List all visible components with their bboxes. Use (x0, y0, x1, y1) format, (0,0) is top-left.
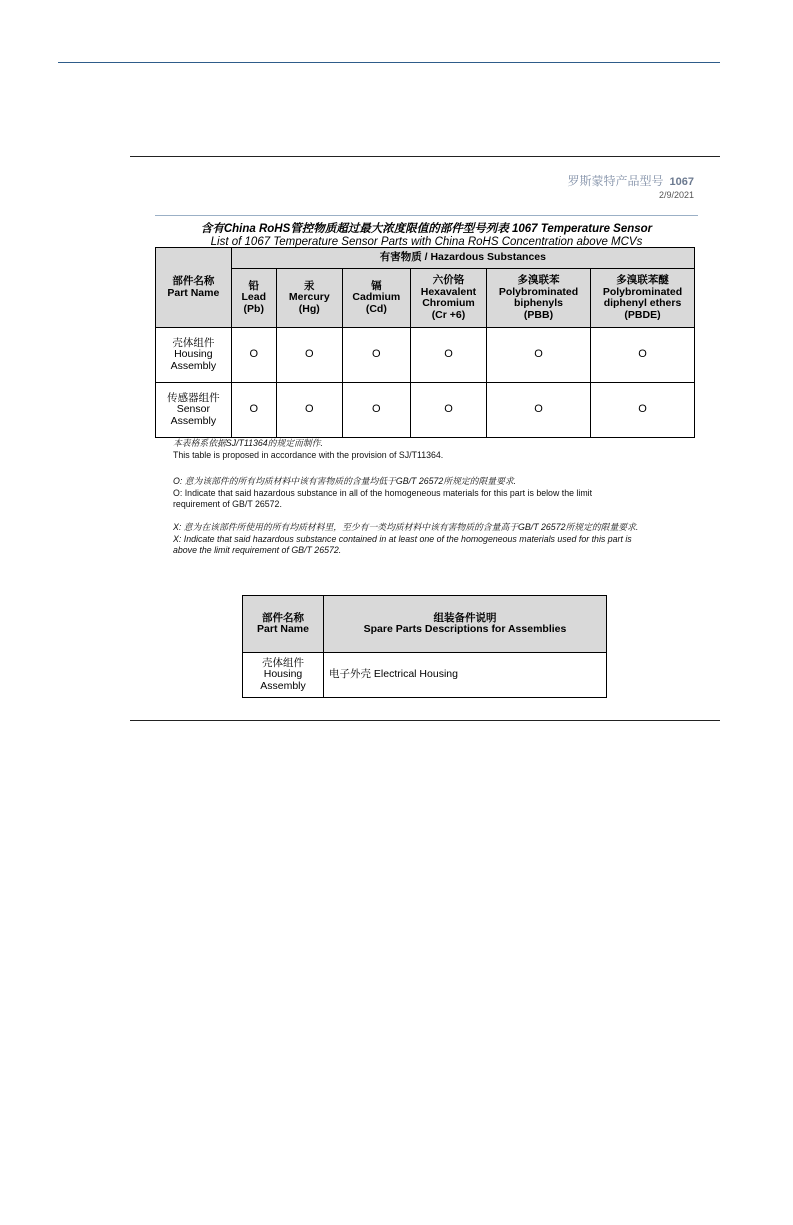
revision-date: 2/9/2021 (658, 190, 694, 200)
value-cell: O (342, 328, 410, 383)
hazardous-substances-header: 有害物质 / Hazardous Substances (231, 248, 694, 269)
substance-header-pbde: 多溴联苯醚 Polybrominated diphenyl ethers (PBDE) (590, 269, 694, 328)
value-cell: O (231, 328, 276, 383)
frame-top-rule (130, 156, 720, 157)
header-divider (155, 215, 698, 216)
table-title-cn: 含有China RoHS管控物质超过最大浓度限值的部件型号列表 1067 Temperature Sensor (200, 223, 653, 235)
value-cell: O (590, 328, 694, 383)
value-cell: O (410, 383, 486, 438)
substance-header-lead: 铅 Lead (Pb) (231, 269, 276, 328)
substance-header-mercury: 汞 Mercury (Hg) (276, 269, 342, 328)
part-name-cell: 壳体组件 Housing Assembly (156, 328, 232, 383)
spare-parts-table (242, 595, 607, 698)
hazardous-substances-table (155, 247, 695, 438)
frame-bottom-rule (130, 720, 720, 721)
value-cell: O (487, 383, 591, 438)
table-title-en: List of 1067 Temperature Sensor Parts with China RoHS Concentration above MCVs (210, 236, 643, 248)
table-row (243, 653, 607, 698)
value-cell: O (487, 328, 591, 383)
part-name-cell: 壳体组件 Housing Assembly (243, 653, 324, 698)
table-row (156, 328, 695, 383)
part-name-cell: 传感器组件 Sensor Assembly (156, 383, 232, 438)
value-cell: O (231, 383, 276, 438)
value-cell: O (590, 383, 694, 438)
note-x-definition: X: 意为在该部件所使用的所有均质材料里，至少有一类均质材料中该有害物质的含量高于GB/T 26572所规定的限量要求. X: Indicate that said hazardous substance contained in at least one of the homogeneous materials used for this part is above the limit requirement of GB/T 26572. (173, 522, 639, 555)
spare-part-name-header: 部件名称 Part Name (243, 596, 324, 653)
note-standard: 本表格系依据SJ/T11364的规定而制作. This table is proposed in accordance with the provision of SJ/T11364. (173, 438, 444, 460)
part-name-header: 部件名称 Part Name (156, 248, 232, 328)
page-header (568, 172, 695, 200)
value-cell: O (276, 383, 342, 438)
value-cell: O (410, 328, 486, 383)
substance-header-cadmium: 镉 Cadmium (Cd) (342, 269, 410, 328)
product-line: 罗斯蒙特产品型号 (567, 174, 664, 188)
value-cell: O (342, 383, 410, 438)
top-rule (58, 62, 720, 63)
substance-header-pbb: 多溴联苯 Polybrominated biphenyls (PBB) (487, 269, 591, 328)
value-cell: O (276, 328, 342, 383)
spare-desc-header: 组装备件说明 Spare Parts Descriptions for Assemblies (324, 596, 607, 653)
note-o-definition: O: 意为该部件的所有均质材料中该有害物质的含量均低于GB/T 26572所规定的限量要求. O: Indicate that said hazardous substance in all of the homogeneous materials for this part is below the limit requirement of GB/T 26572. (173, 476, 593, 509)
table-row (156, 383, 695, 438)
description-cell: 电子外壳 Electrical Housing (324, 653, 607, 698)
substance-header-chromium: 六价铬 Hexavalent Chromium (Cr +6) (410, 269, 486, 328)
model-number: 1067 (669, 176, 694, 188)
